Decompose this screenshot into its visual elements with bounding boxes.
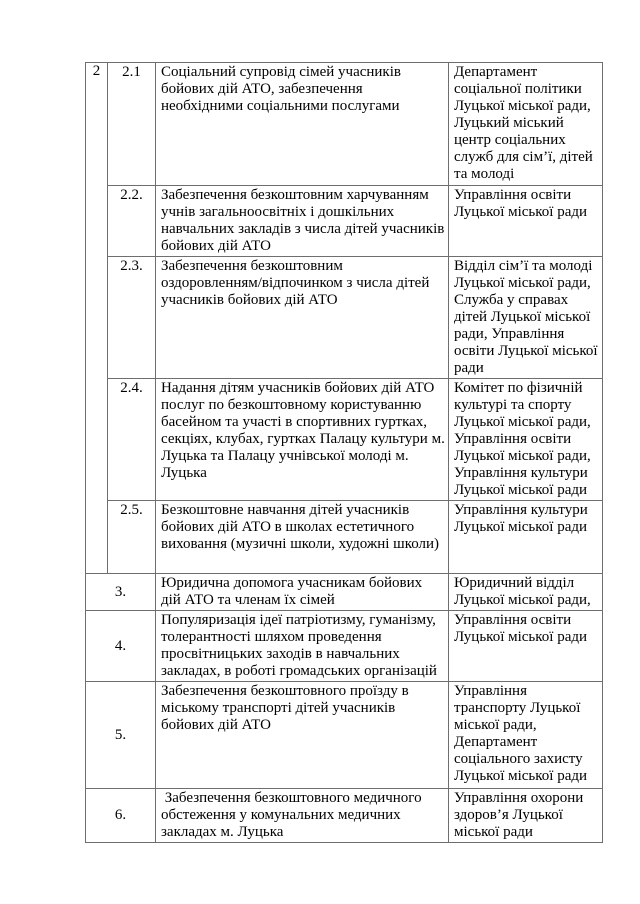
table-row (86, 501, 603, 574)
responsible-cell: Департамент соціальної політики Луцької міської ради, Луцький міський центр соціальних служб для сім’ї, дітей та молоді (449, 63, 603, 186)
table-row (86, 379, 603, 501)
measure-cell: Забезпечення безкоштовним оздоровленням/відпочинком з числа дітей учасників бойових дій АТО (156, 257, 449, 379)
row-number-cell: 2.1 (108, 63, 156, 186)
row-number-cell: 6. (86, 789, 156, 843)
responsible-cell: Управління транспорту Луцької міської ради, Департамент соціального захисту Луцької міської ради (449, 682, 603, 789)
row-number-cell: 5. (86, 682, 156, 789)
row-number-cell: 3. (86, 574, 156, 611)
measure-cell: Популяризація ідеї патріотизму, гуманізму, толерантності шляхом проведення просвітницьких заходів в навчальних закладах, в роботі громадських організацій (156, 611, 449, 682)
measure-cell: Надання дітям учасників бойових дій АТО послуг по безкоштовному користуванню басейном та участі в спортивних гуртках, секціях, клубах, гуртках Палацу культури м. Луцька та Палацу учнівської молоді м. Луцька (156, 379, 449, 501)
measure-cell: Безкоштовне навчання дітей учасників бойових дій АТО в школах естетичного виховання (музичні школи, художні школи) (156, 501, 449, 574)
responsible-cell: Управління освіти Луцької міської ради (449, 186, 603, 257)
row-number-cell: 2.2. (108, 186, 156, 257)
responsible-cell: Відділ сім’ї та молоді Луцької міської ради, Служба у справах дітей Луцької міської ради, Управління освіти Луцької міської ради (449, 257, 603, 379)
table-row (86, 63, 603, 186)
table-row (86, 186, 603, 257)
responsible-cell: Управління культури Луцької міської ради (449, 501, 603, 574)
table-row (86, 257, 603, 379)
row-number-cell: 2.5. (108, 501, 156, 574)
table-row (86, 789, 603, 843)
measure-cell: Забезпечення безкоштовного проїзду в міському транспорті дітей учасників бойових дій АТО (156, 682, 449, 789)
table-row (86, 611, 603, 682)
responsible-cell: Комітет по фізичній культурі та спорту Луцької міської ради, Управління освіти Луцької міської ради, Управління культури Луцької міської ради (449, 379, 603, 501)
measure-cell: Юридична допомога учасникам бойових дій АТО та членам їх сімей (156, 574, 449, 611)
row-number-cell: 4. (86, 611, 156, 682)
responsible-cell: Управління освіти Луцької міської ради (449, 611, 603, 682)
row-number-cell: 2.4. (108, 379, 156, 501)
row-number-cell: 2.3. (108, 257, 156, 379)
responsible-cell: Юридичний відділ Луцької міської ради, (449, 574, 603, 611)
responsible-cell: Управління охорони здоров’я Луцької міської ради (449, 789, 603, 843)
measure-cell: Забезпечення безкоштовного медичного обстеження у комунальних медичних закладах м. Луцька (156, 789, 449, 843)
table-row (86, 574, 603, 611)
group-number-cell: 2 (86, 63, 108, 574)
measure-cell: Забезпечення безкоштовним харчуванням учнів загальноосвітніх і дошкільних навчальних закладів з числа дітей учасників бойових дій АТО (156, 186, 449, 257)
measure-cell: Соціальний супровід сімей учасників бойових дій АТО, забезпечення необхідними соціальними послугами (156, 63, 449, 186)
measures-table (85, 62, 603, 843)
table-row (86, 682, 603, 789)
